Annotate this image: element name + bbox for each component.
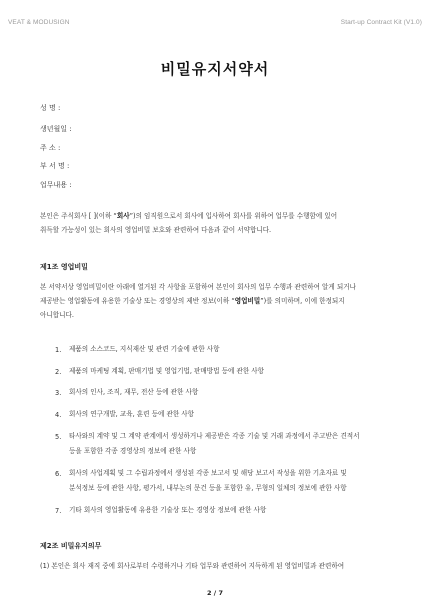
field-birthdate: 생년월일 : [40,125,72,133]
intro-line-2: 취득할 가능성이 있는 회사의 영업비밀 보호와 관련하여 다음과 같이 서약합니다. [40,226,272,234]
intro-line-1 [40,209,337,223]
field-address: 주 소 : [40,144,61,152]
list-item: 회사의 연구개발, 교육, 훈련 등에 관한 사항 [69,410,195,418]
field-job-description: 업무내용 : [40,181,72,189]
list-item-continuation: 등을 포함한 각종 경영상의 정보에 관한 사항 [69,447,197,455]
article-1-line-2 [40,294,345,308]
list-item: 회사의 인사, 조직, 재무, 전산 등에 관한 사항 [69,388,199,396]
list-item-number: 3. [55,389,62,397]
field-name: 성 명 : [40,104,61,112]
header-brand: VEAT & MODUSIGN [8,19,70,26]
list-item: 제품의 소스코드, 지식재산 및 관련 기술에 관한 사항 [69,345,220,353]
list-item-number: 6. [55,470,62,478]
page-number: 2 / 7 [207,589,223,597]
list-item-number: 7. [55,507,62,515]
field-department: 부 서 명 : [40,162,70,170]
trade-secret-term: 영업비밀 [234,297,261,305]
intro-company-term: 회사 [116,212,130,220]
header-kit-version: Start-up Contract Kit (V1.0) [340,19,422,26]
article-1-line-1: 본 서약서상 영업비밀이란 아래에 열거된 각 사항을 포함하여 본인이 회사의 업무 수행과 관련하여 알게 되거나 [40,283,356,291]
list-item: 회사의 사업계획 및 그 수립과정에서 생성된 각종 보고서 및 해당 보고서 작성을 위한 기초자료 및 [69,469,347,477]
article-1-line-3: 아니합니다. [40,311,74,319]
list-item-number: 4. [55,411,62,419]
list-item-continuation: 분석정보 등에 관한 사항, 평가서, 내부논의 문건 등을 포함한 유, 무형의 일체의 정보에 관한 사항 [69,484,347,492]
list-item: 제품의 마케팅 계획, 판매기법 및 영업기법, 판매방법 등에 관한 사항 [69,367,265,375]
intro-pre: 본인은 주식회사 [ ](이하 “ [40,212,117,220]
article-2-heading: 제2조 비밀유지의무 [40,542,102,550]
article-2-paragraph-1: (1) 본인은 회사 재직 중에 회사로부터 수령하거나 기타 업무와 관련하여 지득하게 된 영업비밀과 관련하여 [40,562,345,570]
article-1-line-2-pre: 제공받는 영업활동에 유용한 기술상 또는 경영상의 제반 정보(이하 “ [40,297,235,305]
list-item: 기타 회사의 영업활동에 유용한 기술상 또는 경영상 정보에 관한 사항 [69,506,267,514]
document-title: 비밀유지서약서 [160,60,270,78]
article-1-line-2-post: ”)를 의미하며, 이에 한정되지 [260,297,345,305]
intro-post: ”)의 임직원으로서 회사에 입사하여 회사를 위하여 업무를 수행함에 있어 [129,212,338,220]
list-item-number: 2. [55,368,62,376]
list-item: 타사와의 계약 및 그 계약 관계에서 생성하거나 제공받은 각종 기술 및 거래 과정에서 주고받은 견적서 [69,432,360,440]
list-item-number: 5. [55,433,62,441]
article-1-heading: 제1조 영업비밀 [40,263,88,271]
list-item-number: 1. [55,346,62,354]
